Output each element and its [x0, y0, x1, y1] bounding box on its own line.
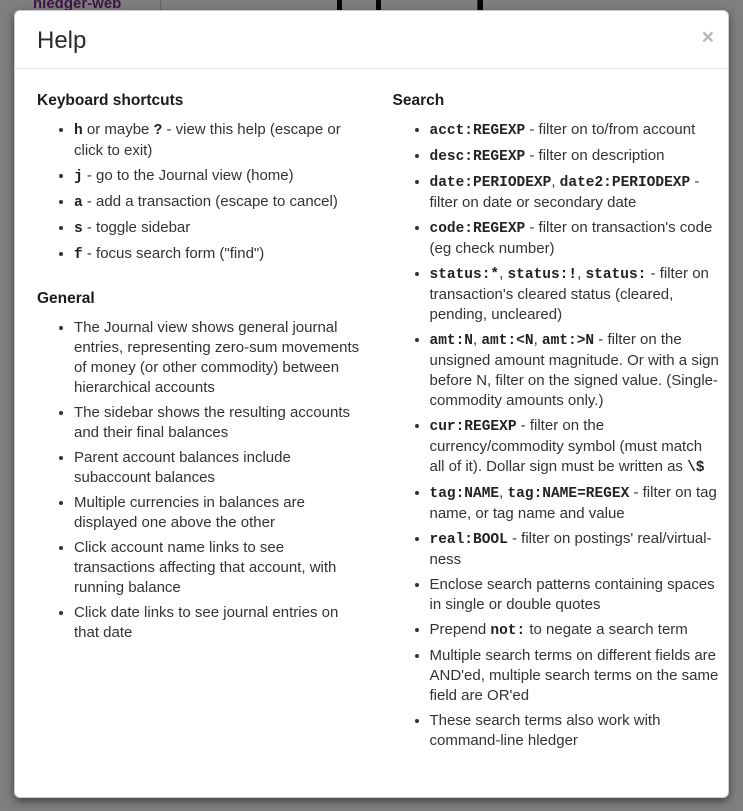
- help-left-column: [23, 79, 372, 761]
- help-list-item: • amt:N, amt:<N, amt:>N - filter on the unsigned amount magnitude. Or with a sign before N, filter on the signed value. (Single-commodity amounts only.): [430, 330, 721, 411]
- code-term: status:!: [507, 267, 578, 283]
- code-term: h: [74, 123, 83, 139]
- help-list-item: • real:BOOL - filter on postings' real/virtual-ness: [430, 529, 721, 570]
- help-list: [393, 120, 721, 751]
- code-term: acct:REGEXP: [429, 123, 526, 139]
- code-term: tag:NAME=REGEX: [507, 486, 630, 502]
- code-term: date:PERIODEXP: [429, 175, 552, 191]
- code-term: date2:PERIODEXP: [559, 175, 691, 191]
- help-list-item: • Click date links to see journal entries on that date: [74, 603, 366, 643]
- code-term: ?: [153, 123, 163, 139]
- section-heading: General: [37, 290, 95, 307]
- code-term: a: [74, 195, 83, 211]
- code-term: amt:N: [429, 333, 474, 349]
- help-list-item: • Parent account balances include subaccount balances: [74, 448, 366, 488]
- code-term: j: [74, 169, 83, 185]
- help-list-item: • j - go to the Journal view (home): [74, 166, 366, 187]
- code-term: tag:NAME: [429, 486, 500, 502]
- help-list: [37, 318, 366, 643]
- code-term: desc:REGEXP: [429, 149, 526, 165]
- help-list-item: • cur:REGEXP - filter on the currency/commodity symbol (must match all of it). Dollar sign must be written as \$: [430, 416, 721, 478]
- help-list-item: • tag:NAME, tag:NAME=REGEX - filter on tag name, or tag name and value: [430, 483, 721, 524]
- help-list-item: • h or maybe ? - view this help (escape or click to exit): [74, 120, 366, 161]
- help-list-item: • a - add a transaction (escape to cancel): [74, 192, 366, 213]
- help-list-item: • Multiple search terms on different fields are AND'ed, multiple search terms on the same field are OR'ed: [430, 646, 721, 706]
- modal-title: Help: [37, 27, 87, 54]
- code-term: amt:>N: [541, 333, 595, 349]
- section-heading: Search: [392, 92, 445, 109]
- code-term: not:: [490, 623, 526, 639]
- code-term: status:: [585, 267, 647, 283]
- help-list-item: • Multiple currencies in balances are displayed one above the other: [74, 493, 366, 533]
- code-term: f: [74, 247, 83, 263]
- help-list-item: • These search terms also work with command-line hledger: [430, 711, 721, 751]
- code-term: code:REGEXP: [429, 221, 526, 237]
- help-list-item: • s - toggle sidebar: [74, 218, 366, 239]
- close-icon[interactable]: ×: [701, 26, 714, 49]
- code-term: real:BOOL: [429, 532, 508, 548]
- modal-body: [15, 69, 728, 797]
- help-list-item: • The sidebar shows the resulting accounts and their final balances: [74, 403, 366, 443]
- help-list-item: • status:*, status:!, status: - filter on transaction's cleared status (cleared, pending, uncleared): [430, 264, 721, 325]
- help-right-column: [372, 79, 721, 761]
- code-term: cur:REGEXP: [429, 419, 517, 435]
- help-list-item: • code:REGEXP - filter on transaction's code (eg check number): [430, 218, 721, 259]
- code-term: status:*: [429, 267, 500, 283]
- code-term: amt:<N: [481, 333, 534, 349]
- help-list-item: • Click account name links to see transactions affecting that account, with running balance: [74, 538, 366, 598]
- code-term: s: [74, 221, 83, 237]
- help-list: [37, 120, 366, 265]
- section-heading: Keyboard shortcuts: [37, 92, 184, 109]
- help-list-item: • Enclose search patterns containing spaces in single or double quotes: [430, 575, 721, 615]
- help-list-item: • The Journal view shows general journal entries, representing zero-sum movements of money (or other commodity) between hierarchical accounts: [74, 318, 366, 398]
- help-list-item: • date:PERIODEXP, date2:PERIODEXP - filter on date or secondary date: [430, 172, 721, 213]
- help-list-item: • acct:REGEXP - filter on to/from account: [430, 120, 721, 141]
- modal-header: [15, 11, 728, 69]
- help-list-item: • f - focus search form ("find"): [74, 244, 366, 265]
- help-list-item: • Prepend not: to negate a search term: [430, 620, 721, 641]
- help-list-item: • desc:REGEXP - filter on description: [430, 146, 721, 167]
- code-term: \$: [687, 460, 705, 476]
- help-modal: [14, 10, 729, 798]
